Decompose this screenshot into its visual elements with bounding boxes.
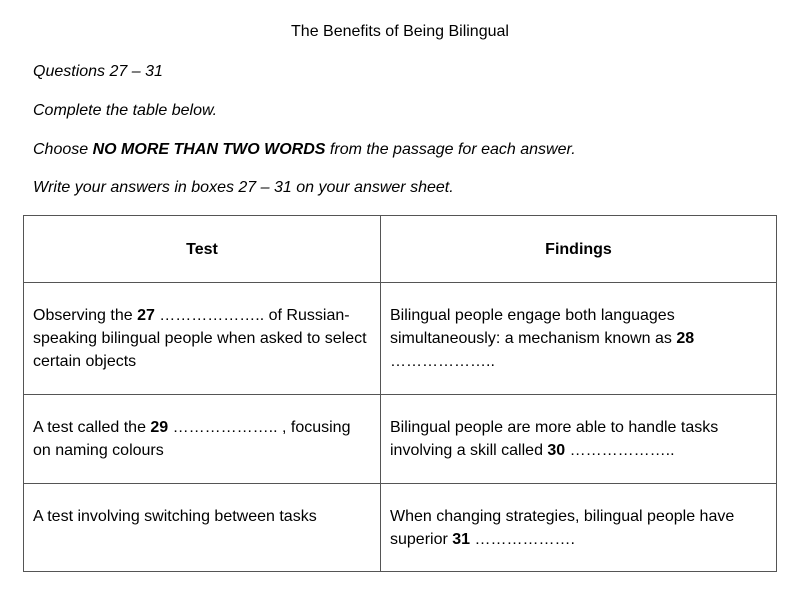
findings-cell <box>381 484 777 572</box>
text: Bilingual people are more able to handle tasks involving a skill called <box>390 419 719 459</box>
text: ……………….. , focusing on naming colours <box>33 419 351 459</box>
test-cell <box>24 283 381 395</box>
word-limit: NO MORE THAN TWO WORDS <box>92 141 326 158</box>
findings-cell <box>381 283 777 395</box>
question-number: 31 <box>452 531 471 548</box>
questions-range: Questions 27 – 31 <box>33 63 163 80</box>
text: Observing the <box>33 307 138 324</box>
question-number: 28 <box>676 330 695 347</box>
text: Bilingual people engage both languages simultaneously: a mechanism known as <box>390 307 677 347</box>
text: A test involving switching between tasks <box>33 508 317 525</box>
text: ……………….. <box>390 353 495 370</box>
question-number: 29 <box>150 419 169 436</box>
text: When changing strategies, bilingual people have superior <box>390 508 735 548</box>
table-row <box>24 395 777 484</box>
choose-post: from the passage for each answer. <box>325 141 576 158</box>
answer-table <box>23 215 777 572</box>
test-cell <box>24 484 381 572</box>
write-instruction: Write your answers in boxes 27 – 31 on your answer sheet. <box>33 179 454 196</box>
findings-cell <box>381 395 777 484</box>
table-row <box>24 484 777 572</box>
header-findings: Findings <box>381 216 777 283</box>
question-number: 27 <box>137 307 155 324</box>
text: ………………. <box>470 531 575 548</box>
test-cell <box>24 395 381 484</box>
choose-instruction <box>33 141 576 159</box>
text: ……………….. <box>565 442 675 459</box>
page-title: The Benefits of Being Bilingual <box>291 23 509 40</box>
text: ……………….. of Russian-speaking bilingual people when asked to select certain objects <box>33 307 367 370</box>
complete-instruction: Complete the table below. <box>33 102 218 119</box>
table-header-row <box>24 216 777 283</box>
header-test: Test <box>24 216 381 283</box>
table-row <box>24 283 777 395</box>
question-number: 30 <box>547 442 566 459</box>
text: A test called the <box>33 419 151 436</box>
choose-pre: Choose <box>33 141 93 158</box>
